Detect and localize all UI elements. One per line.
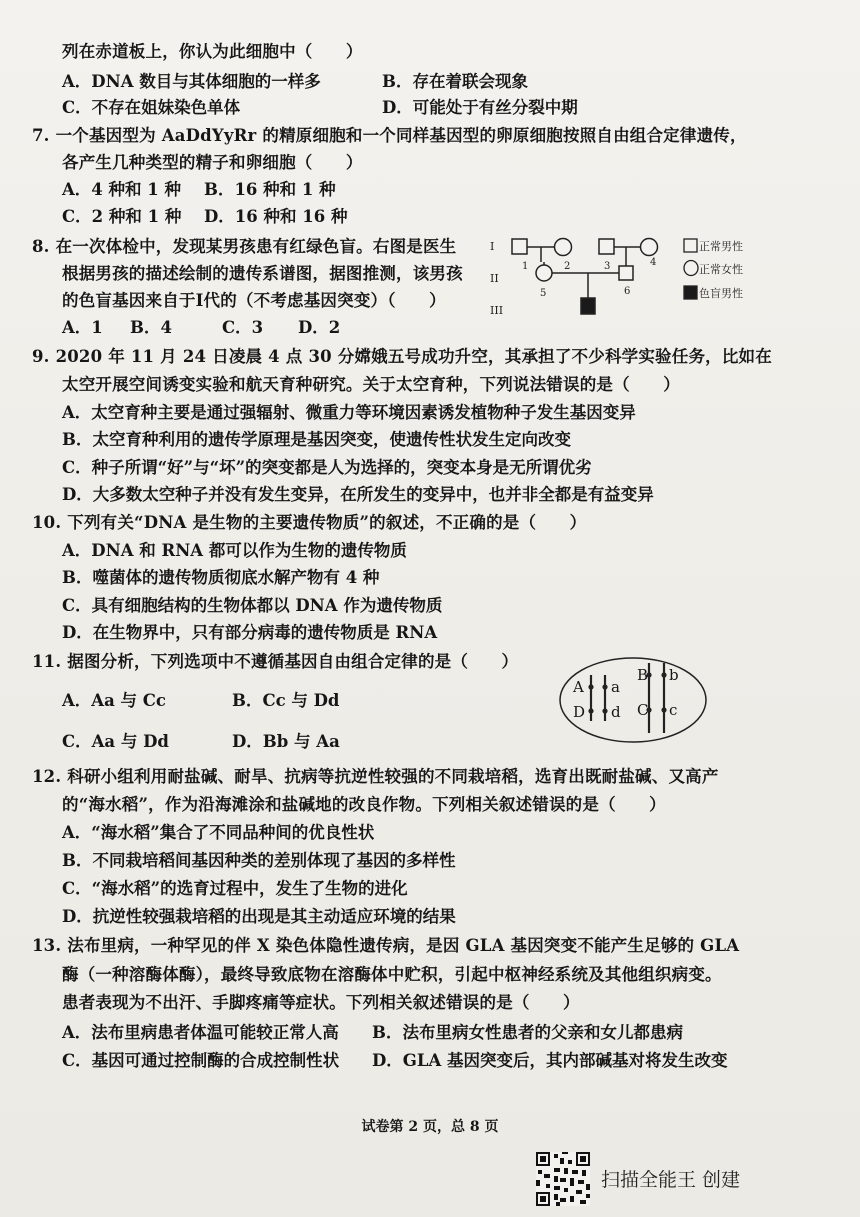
pedigree-i4-female (641, 239, 658, 256)
q6-option-d: D．可能处于有丝分裂中期 (382, 98, 578, 117)
q12-stem-line1: 12. 科研小组利用耐盐碱、耐旱、抗病等抗逆性较强的不同栽培稻，选育出既耐盐碱、又高产 (32, 767, 719, 786)
gene-label-A: A (573, 678, 584, 696)
q6-option-c: C．不存在姐妹染色单体 (62, 98, 241, 117)
gene-label-d: d (611, 703, 621, 721)
q11-option-a: A．Aa 与 Cc (62, 691, 166, 710)
gene-label-C: C (637, 701, 649, 719)
q10-option-b: B．噬菌体的遗传物质彻底水解产物有 4 种 (62, 568, 380, 587)
cell-outline (560, 658, 706, 742)
q12-stem-line2: 的“海水稻”，作为沿海滩涂和盐碱地的改良作物。下列相关叙述错误的是（ ） (62, 795, 666, 814)
gen-label-2: II (490, 272, 499, 285)
q12-option-a: A．“海水稻”集合了不同品种间的优良性状 (62, 823, 375, 842)
q8-option-a: A．1 (62, 318, 103, 337)
q9-option-a: A．太空育种主要是通过强辐射、微重力等环境因素诱发植物种子发生基因变异 (62, 403, 636, 422)
q10-option-d: D．在生物界中，只有部分病毒的遗传物质是 RNA (62, 623, 438, 642)
q7-option-b: B．16 种和 1 种 (204, 180, 336, 199)
pedigree-ii5-female (536, 265, 552, 281)
q13-option-b: B．法布里病女性患者的父亲和女儿都患病 (372, 1023, 683, 1042)
q11-option-c: C．Aa 与 Dd (62, 732, 169, 751)
pedigree-i1-male (512, 239, 527, 254)
q7-option-c: C．2 种和 1 种 (62, 207, 182, 226)
q7-stem-line2: 各产生几种类型的精子和卵细胞（ ） (62, 153, 363, 172)
q7-option-a: A．4 种和 1 种 (62, 180, 181, 199)
q8-option-d: D．2 (298, 318, 341, 337)
legend-normal-male-icon (684, 239, 697, 252)
q6-option-a: A．DNA 数目与其体细胞的一样多 (62, 72, 321, 91)
q9-option-c: C．种子所谓“好”与“坏”的突变都是人为选择的，突变本身是无所谓优劣 (62, 458, 592, 477)
legend-normal-female-label: 正常女性 (699, 263, 743, 276)
q7-option-d: D．16 种和 16 种 (204, 207, 348, 226)
q13-option-d: D．GLA 基因突变后，其内部碱基对将发生改变 (372, 1051, 728, 1070)
q8-option-c: C．3 (222, 318, 264, 337)
q11-option-d: D．Bb 与 Aa (232, 732, 340, 751)
q6-option-b: B．存在着联会现象 (382, 72, 528, 91)
q12-option-d: D．抗逆性较强栽培稻的出现是其主动适应环境的结果 (62, 907, 456, 926)
pedigree-num-5: 5 (540, 288, 547, 299)
q9-stem-line1: 9. 2020 年 11 月 24 日凌晨 4 点 30 分嫦娥五号成功升空，其承担了不少科学实验任务，比如在 (32, 347, 772, 366)
legend-normal-male-label: 正常男性 (699, 240, 743, 253)
pedigree-num-2: 2 (564, 261, 571, 272)
scanner-watermark: 扫描全能王 创建 (601, 1169, 741, 1191)
gen-label-3: III (490, 304, 504, 317)
q7-stem-line1: 7. 一个基因型为 AaDdYyRr 的精原细胞和一个同样基因型的卵原细胞按照自由组合定律遗传， (32, 126, 747, 145)
chromosome-cell-diagram (557, 655, 709, 745)
pedigree-num-4: 4 (650, 257, 657, 268)
qr-code-icon (536, 1152, 590, 1206)
q10-option-a: A．DNA 和 RNA 都可以作为生物的遗传物质 (62, 541, 407, 560)
gene-label-D: D (573, 703, 586, 721)
gene-label-B: B (637, 666, 649, 684)
q9-stem-line2: 太空开展空间诱变实验和航天育种研究。关于太空育种，下列说法错误的是（ ） (62, 375, 680, 394)
q9-option-d: D．大多数太空种子并没有发生变异，在所发生的变异中，也并非全都是有益变异 (62, 485, 654, 504)
pedigree-i3-male (599, 239, 614, 254)
pedigree-ii6-male (619, 266, 633, 280)
q8-option-b: B．4 (130, 318, 172, 337)
pedigree-iii-affected-male (581, 298, 595, 314)
pedigree-num-6: 6 (624, 286, 631, 297)
q12-option-c: C．“海水稻”的选育过程中，发生了生物的进化 (62, 879, 408, 898)
legend-affected-male-label: 色盲男性 (699, 287, 743, 300)
q10-stem: 10. 下列有关“DNA 是生物的主要遗传物质”的叙述，不正确的是（ ） (32, 513, 587, 532)
pedigree-num-3: 3 (604, 261, 611, 272)
legend-affected-male-icon (684, 286, 697, 299)
pedigree-num-1: 1 (522, 261, 529, 272)
q13-stem-line2: 酶（一种溶酶体酶），最终导致底物在溶酶体中贮积，引起中枢神经系统及其他组织病变。 (62, 965, 722, 984)
q11-stem: 11. 据图分析，下列选项中不遵循基因自由组合定律的是（ ） (32, 652, 519, 671)
gene-label-b: b (669, 666, 679, 684)
q8-stem-line3: 的色盲基因来自于I代的（不考虑基因突变）（ ） (62, 291, 446, 310)
gene-label-a: a (611, 678, 620, 696)
gene-label-c: c (669, 701, 678, 719)
q8-stem-line2: 根据男孩的描述绘制的遗传系谱图，据图推测，该男孩 (62, 264, 463, 283)
q6-stem-cont: 列在赤道板上，你认为此细胞中（ ） (62, 42, 363, 61)
pedigree-i2-female (555, 239, 572, 256)
q13-option-a: A．法布里病患者体温可能较正常人高 (62, 1023, 339, 1042)
q8-stem-line1: 8. 在一次体检中，发现某男孩患有红绿色盲。右图是医生 (32, 237, 457, 256)
q11-option-b: B．Cc 与 Dd (232, 691, 340, 710)
q10-option-c: C．具有细胞结构的生物体都以 DNA 作为遗传物质 (62, 596, 443, 615)
q9-option-b: B．太空育种利用的遗传学原理是基因突变，使遗传性状发生定向改变 (62, 430, 571, 449)
q13-stem-line3: 患者表现为不出汗、手脚疼痛等症状。下列相关叙述错误的是（ ） (62, 993, 580, 1012)
legend-normal-female-icon (684, 261, 698, 276)
gen-label-1: I (490, 240, 495, 253)
page-footer: 试卷第 2 页，总 8 页 (361, 1119, 499, 1135)
q13-stem-line1: 13. 法布里病，一种罕见的伴 X 染色体隐性遗传病，是因 GLA 基因突变不能产生足够的 GLA (32, 936, 740, 955)
pedigree-diagram (488, 234, 760, 318)
q13-option-c: C．基因可通过控制酶的合成控制性状 (62, 1051, 340, 1070)
q12-option-b: B．不同栽培稻间基因种类的差别体现了基因的多样性 (62, 851, 456, 870)
